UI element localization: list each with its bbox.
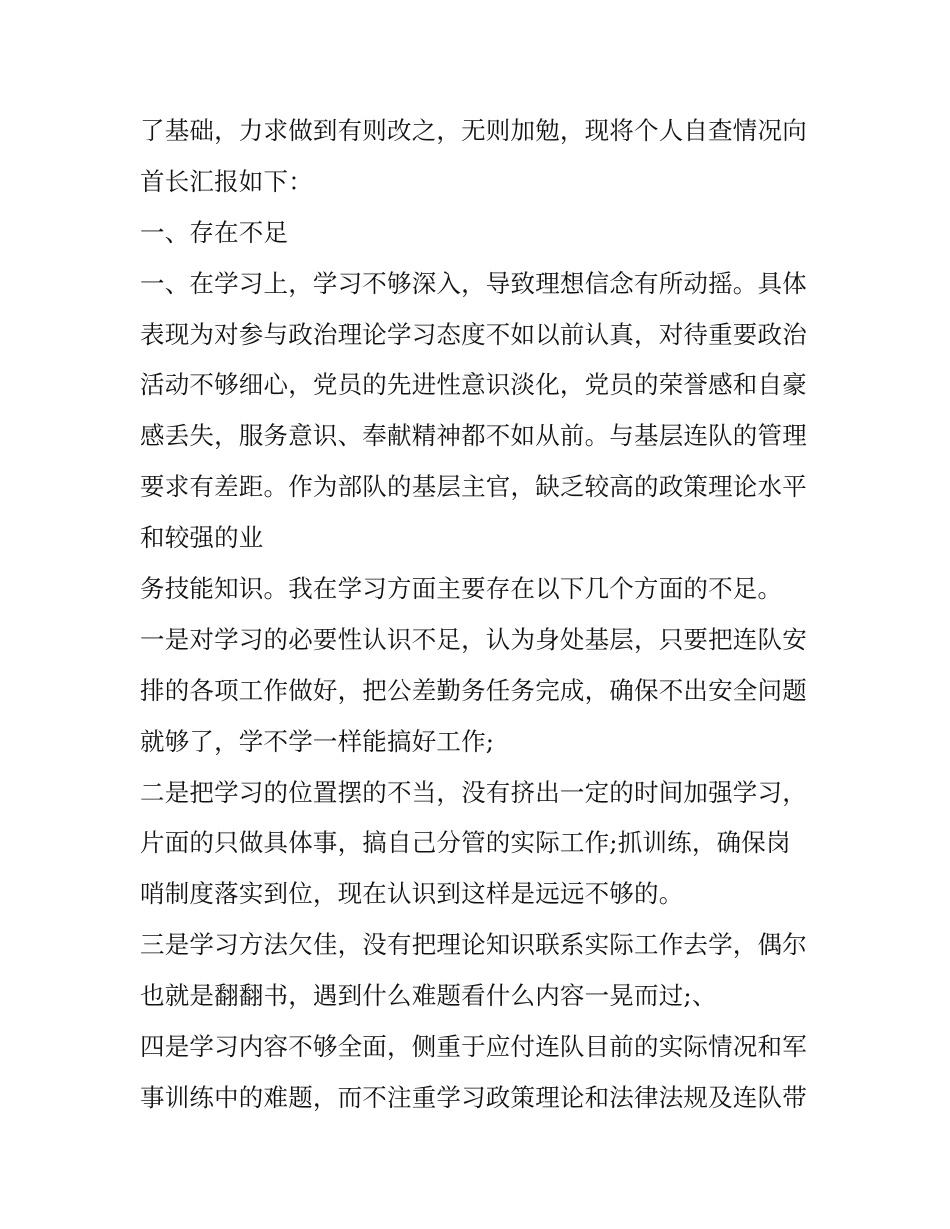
section-heading: 一、存在不足 (140, 217, 289, 247)
text-line: 就够了，学不学一样能搞好工作; (140, 726, 495, 756)
text-line: 务技能知识。我在学习方面主要存在以下几个方面的不足。 (140, 574, 783, 604)
text-line: 活动不够细心，党员的先进性意识淡化，党员的荣誉感和自豪 (140, 370, 807, 400)
text-line: 一是对学习的必要性认识不足，认为身处基层，只要把连队安 (140, 624, 807, 654)
text-line: 一、在学习上，学习不够深入，导致理想信念有所动摇。具体 (140, 268, 807, 298)
document-body (140, 106, 820, 1124)
text-line: 表现为对参与政治理论学习态度不如以前认真，对待重要政治 (140, 319, 807, 349)
text-line: 二是把学习的位置摆的不当，没有挤出一定的时间加强学习， (140, 777, 807, 807)
text-line: 首长汇报如下： (140, 166, 313, 196)
text-line: 哨制度落实到位，现在认识到这样是远远不够的。 (140, 879, 684, 909)
text-line: 三是学习方法欠佳，没有把理论知识联系实际工作去学，偶尔 (140, 930, 807, 960)
text-line: 感丢失，服务意识、奉献精神都不如从前。与基层连队的管理 (140, 421, 807, 451)
text-line: 事训练中的难题，而不注重学习政策理论和法律法规及连队带 (140, 1082, 807, 1112)
text-line: 也就是翻翻书，遇到什么难题看什么内容一晃而过;、 (140, 981, 717, 1011)
text-line: 要求有差距。作为部队的基层主官，缺乏较高的政策理论水平 (140, 472, 807, 502)
text-line: 排的各项工作做好，把公差勤务任务完成，确保不出安全问题 (140, 675, 807, 705)
text-line: 片面的只做具体事，搞自己分管的实际工作;抓训练，确保岗 (140, 828, 791, 858)
text-line: 和较强的业 (140, 523, 264, 553)
text-line: 四是学习内容不够全面，侧重于应付连队目前的实际情况和军 (140, 1032, 807, 1062)
text-line: 了基础，力求做到有则改之，无则加勉，现将个人自查情况向 (140, 116, 807, 145)
